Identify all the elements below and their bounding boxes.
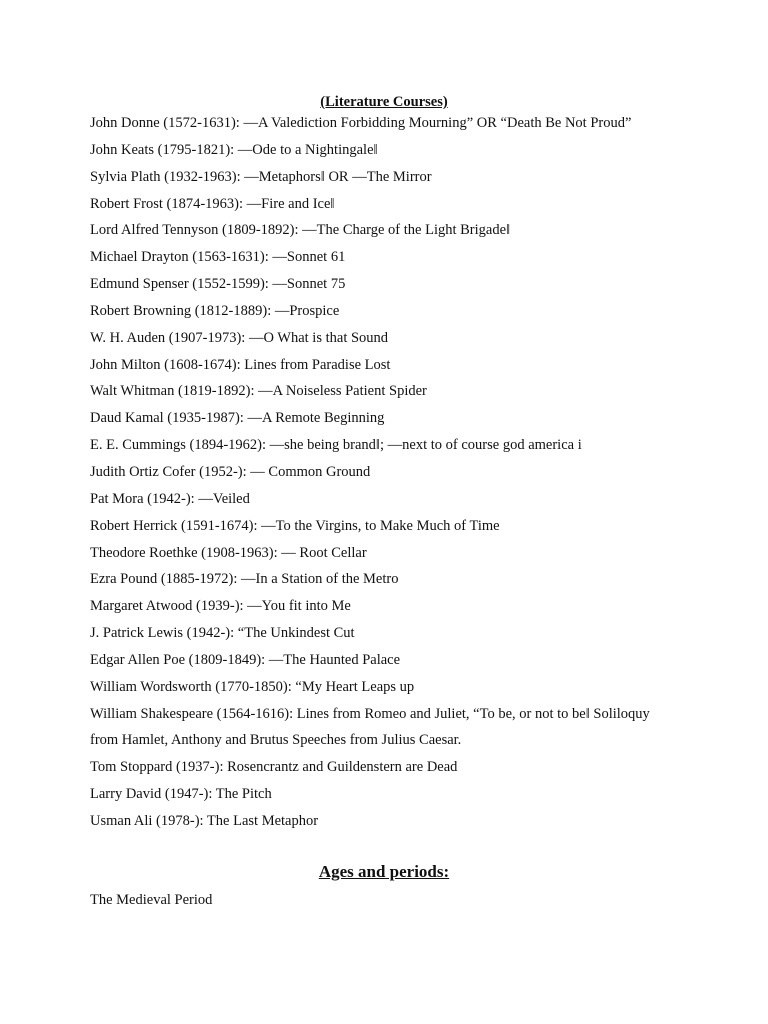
course-entry: Edmund Spenser (1552-1599): —Sonnet 75 xyxy=(90,276,346,293)
course-entry: from Hamlet, Anthony and Brutus Speeches from Julius Caesar. xyxy=(90,732,462,749)
course-entry: Robert Browning (1812-1889): —Prospice xyxy=(90,302,340,319)
course-entry: Robert Herrick (1591-1674): —To the Virgins, to Make Much of Time xyxy=(90,517,500,534)
course-entry: Ezra Pound (1885-1972): —In a Station of the Metro xyxy=(90,571,399,588)
course-entry-list xyxy=(90,110,740,835)
course-entry: Daud Kamal (1935-1987): —A Remote Beginning xyxy=(90,410,385,427)
course-entry: Sylvia Plath (1932-1963): —Metaphors‖ OR —The Mirror xyxy=(90,168,432,185)
course-entry: Michael Drayton (1563-1631): —Sonnet 61 xyxy=(90,249,346,266)
section-heading: Ages and periods: xyxy=(318,862,450,881)
course-entry: Robert Frost (1874-1963): —Fire and Ice‖ xyxy=(90,195,335,212)
course-entry: Theodore Roethke (1908-1963): — Root Cellar xyxy=(90,544,367,561)
course-entry: Judith Ortiz Cofer (1952-): — Common Ground xyxy=(90,463,371,480)
course-entry: Larry David (1947-): The Pitch xyxy=(90,786,272,803)
course-entry: John Donne (1572-1631): —A Valediction Forbidding Mourning” OR “Death Be Not Proud” xyxy=(90,115,632,131)
course-entry: William Shakespeare (1564-1616): Lines from Romeo and Juliet, “To be, or not to be‖ Soliloquy xyxy=(90,705,650,722)
course-entry: Pat Mora (1942-): —Veiled xyxy=(90,490,250,507)
course-entry: Lord Alfred Tennyson (1809-1892): —The Charge of the Light Brigade‖ xyxy=(90,222,511,239)
document-title: (Literature Courses) xyxy=(320,94,448,110)
course-entry: John Keats (1795-1821): —Ode to a Nightingale‖ xyxy=(90,141,378,158)
course-entry: Walt Whitman (1819-1892): —A Noiseless Patient Spider xyxy=(90,383,427,400)
course-entry: John Milton (1608-1674): Lines from Paradise Lost xyxy=(90,356,391,373)
course-entry: W. H. Auden (1907-1973): —O What is that Sound xyxy=(90,329,389,346)
course-entry: E. E. Cummings (1894-1962): —she being brand‖; —next to of course god america i xyxy=(90,437,582,454)
course-entry: William Wordsworth (1770-1850): “My Heart Leaps up xyxy=(90,678,415,695)
course-entry: Margaret Atwood (1939-): —You fit into Me xyxy=(90,598,351,615)
course-entry: Tom Stoppard (1937-): Rosencrantz and Guildenstern are Dead xyxy=(90,759,458,776)
section-item: The Medieval Period xyxy=(90,892,213,908)
course-entry: J. Patrick Lewis (1942-): “The Unkindest Cut xyxy=(90,625,355,642)
course-entry: Edgar Allen Poe (1809-1849): —The Haunted Palace xyxy=(90,651,401,668)
course-entry: Usman Ali (1978-): The Last Metaphor xyxy=(90,812,319,829)
